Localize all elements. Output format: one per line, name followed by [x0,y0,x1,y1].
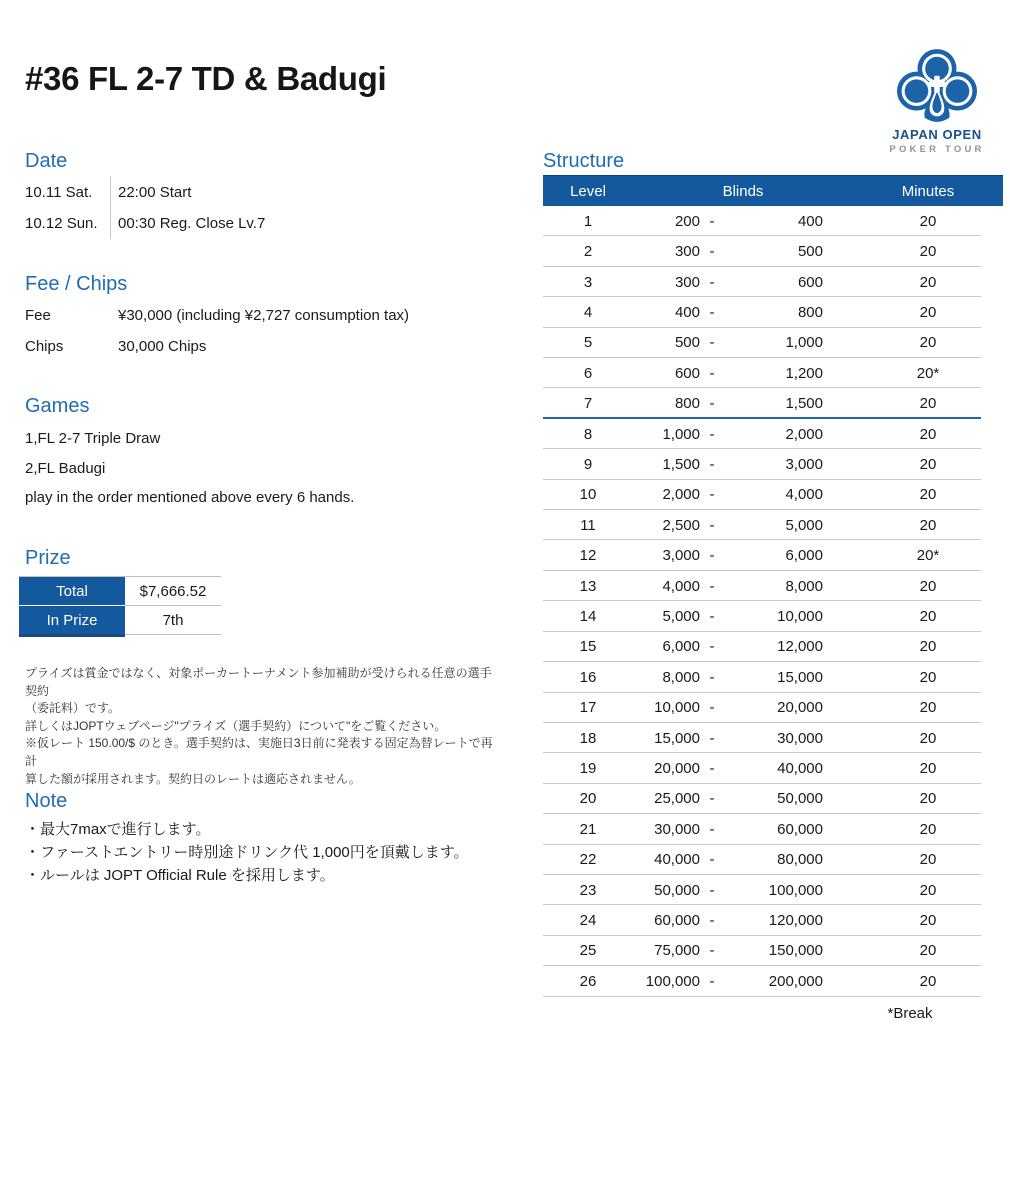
page-title: #36 FL 2-7 TD & Badugi [25,60,387,97]
date-divider [110,176,111,239]
blind-dash: - [709,364,715,382]
small-blind-cell: 6,000 [662,638,700,656]
structure-row [543,966,1003,996]
minutes-cell: 20 [919,881,937,899]
blind-dash: - [709,912,715,930]
minutes-cell: 20* [916,547,940,565]
level-cell: 20 [579,790,597,808]
logo-text-poker-tour: POKER TOUR [889,144,985,155]
prize-value: $7,666.52 [125,577,221,606]
minutes-cell: 20 [919,638,937,656]
structure-row [543,662,1003,692]
small-blind-cell: 400 [674,303,700,321]
small-blind-cell: 50,000 [654,881,700,899]
small-blind-cell: 2,000 [662,486,700,504]
level-cell: 7 [583,395,593,413]
blind-dash: - [709,729,715,747]
big-blind-cell: 80,000 [777,851,823,869]
level-cell: 6 [583,364,593,382]
minutes-cell: 20 [919,668,937,686]
small-blind-cell: 2,500 [662,516,700,534]
date-row [25,177,265,208]
big-blind-cell: 1,200 [785,364,823,382]
games-heading: Games [25,395,90,417]
note-bullet: ・最大7maxで進行します。 [25,821,211,838]
minutes-cell: 20 [919,729,937,747]
prize-heading: Prize [25,547,71,569]
big-blind-cell: 1,500 [785,395,823,413]
big-blind-cell: 5,000 [785,516,823,534]
note-heading: Note [25,790,68,812]
small-blind-cell: 5,000 [662,607,700,625]
prize-row [19,577,221,606]
small-blind-cell: 75,000 [654,942,700,960]
level-cell: 8 [583,425,593,443]
structure-row [543,480,1003,510]
big-blind-cell: 60,000 [777,820,823,838]
minutes-cell: 20 [919,334,937,352]
blind-dash: - [709,486,715,504]
big-blind-cell: 120,000 [768,912,823,930]
structure-row [543,510,1003,540]
games-list [25,424,354,513]
level-cell: 12 [579,547,597,565]
level-cell: 11 [580,516,596,534]
minutes-cell: 20 [919,577,937,595]
structure-table [543,175,1003,1031]
structure-row [543,571,1003,601]
big-blind-cell: 400 [797,212,823,230]
fee-label: Fee [25,307,51,324]
small-blind-cell: 3,000 [662,547,700,565]
big-blind-cell: 3,000 [785,455,823,473]
level-cell: 15 [579,638,597,656]
structure-row [543,540,1003,570]
level-cell: 2 [583,243,593,261]
blind-dash: - [709,820,715,838]
games-line: 1,FL 2-7 Triple Draw [25,430,161,448]
date-event: 00:30 Reg. Close Lv.7 [118,215,266,232]
minutes-cell: 20 [919,760,937,778]
big-blind-cell: 800 [797,303,823,321]
blind-dash: - [709,303,715,321]
structure-row [543,267,1003,297]
date-heading: Date [25,150,68,172]
minutes-cell: 20 [919,455,937,473]
big-blind-cell: 6,000 [785,547,823,565]
big-blind-cell: 12,000 [777,638,823,656]
jopt-logo [884,46,990,155]
fee-value: ¥30,000 (including ¥2,727 consumption tax) [118,307,410,324]
structure-row [543,601,1003,631]
structure-row [543,297,1003,327]
blind-dash: - [709,516,715,534]
column-header-minutes: Minutes [901,182,955,200]
prize-table [19,576,221,637]
minutes-cell: 20 [919,972,937,990]
small-blind-cell: 300 [674,243,700,261]
small-blind-cell: 8,000 [662,668,700,686]
date-event: 22:00 Start [118,184,192,201]
level-cell: 9 [583,455,593,473]
small-blind-cell: 300 [674,273,700,291]
big-blind-cell: 150,000 [768,942,823,960]
big-blind-cell: 8,000 [785,577,823,595]
break-footnote: *Break [887,1005,933,1023]
small-blind-cell: 30,000 [654,820,700,838]
blind-dash: - [709,425,715,443]
level-cell: 21 [579,820,597,838]
small-blind-cell: 25,000 [654,790,700,808]
logo-text-japan-open: JAPAN OPEN [892,127,982,142]
note-bullet: ・ファーストエントリー時別途ドリンク代 1,000円を頂戴します。 [25,844,469,861]
prize-label: Total [19,577,125,606]
blind-dash: - [709,212,715,230]
prize-value: 7th [125,606,221,635]
small-blind-cell: 200 [674,212,700,230]
blind-dash: - [709,881,715,899]
minutes-cell: 20 [919,303,937,321]
big-blind-cell: 500 [797,243,823,261]
fee-row [25,331,409,362]
level-cell: 14 [579,607,597,625]
date-row [25,208,265,239]
small-blind-cell: 1,000 [662,425,700,443]
blind-dash: - [709,273,715,291]
note-list [25,818,469,887]
prize-row [19,606,221,637]
level-cell: 13 [579,577,597,595]
minutes-cell: 20 [919,851,937,869]
fee-chips-heading: Fee / Chips [25,273,128,295]
minutes-cell: 20 [919,395,937,413]
blind-dash: - [709,577,715,595]
structure-row [543,328,1003,358]
structure-rows [543,206,1003,997]
structure-row [543,936,1003,966]
blind-dash: - [709,699,715,717]
minutes-cell: 20 [919,942,937,960]
small-blind-cell: 100,000 [645,972,700,990]
minutes-cell: 20 [919,790,937,808]
structure-row [543,845,1003,875]
minutes-cell: 20 [919,820,937,838]
minutes-cell: 20 [919,699,937,717]
small-blind-cell: 10,000 [654,699,700,717]
minutes-cell: 20 [919,243,937,261]
blind-dash: - [709,790,715,808]
level-cell: 18 [579,729,597,747]
structure-row [543,449,1003,479]
games-line: play in the order mentioned above every 6 hands. [25,489,355,507]
minutes-cell: 20 [919,273,937,291]
small-blind-cell: 600 [674,364,700,382]
level-cell: 1 [583,212,593,230]
level-cell: 22 [579,851,597,869]
column-header-blinds: Blinds [722,182,764,200]
blind-dash: - [709,334,715,352]
level-cell: 10 [579,486,597,504]
level-cell: 3 [583,273,593,291]
structure-table-header [543,175,1003,206]
blind-dash: - [709,668,715,686]
prize-label: In Prize [19,606,125,637]
prize-disclaimer-line: 詳しくはJOPTウェブページ"プライズ（選手契約）について"をご覧ください。 [25,718,447,733]
small-blind-cell: 40,000 [654,851,700,869]
minutes-cell: 20 [919,607,937,625]
blind-dash: - [709,455,715,473]
date-value: 10.12 Sun. [25,215,98,232]
prize-disclaimer-line: 算した額が採用されます。契約日のレートは適応されません。 [25,771,361,786]
structure-row [543,419,1003,449]
small-blind-cell: 20,000 [654,760,700,778]
structure-row [543,753,1003,783]
structure-row [543,358,1003,388]
big-blind-cell: 4,000 [785,486,823,504]
level-cell: 23 [579,881,597,899]
blind-dash: - [709,395,715,413]
level-cell: 4 [583,303,593,321]
structure-row [543,388,1003,418]
blind-dash: - [709,851,715,869]
small-blind-cell: 4,000 [662,577,700,595]
structure-footer [543,997,1003,1031]
level-cell: 17 [579,699,597,717]
structure-row [543,905,1003,935]
minutes-cell: 20* [916,364,940,382]
level-cell: 25 [579,942,597,960]
level-cell: 5 [583,334,593,352]
small-blind-cell: 15,000 [654,729,700,747]
minutes-cell: 20 [919,486,937,504]
big-blind-cell: 30,000 [777,729,823,747]
blind-dash: - [709,547,715,565]
date-table [25,177,265,239]
column-header-level: Level [570,182,606,200]
structure-row [543,632,1003,662]
minutes-cell: 20 [919,212,937,230]
big-blind-cell: 100,000 [768,881,823,899]
level-cell: 19 [579,760,597,778]
structure-row [543,784,1003,814]
structure-heading: Structure [543,150,625,172]
prize-disclaimer-line: ※仮レート 150.00/$ のとき。選手契約は、実施日3日前に発表する固定為替レートで再計 [25,736,493,768]
big-blind-cell: 1,000 [785,334,823,352]
note-bullet: ・ルールは JOPT Official Rule を採用します。 [25,867,335,884]
structure-row [543,206,1003,236]
date-value: 10.11 Sat. [25,184,93,201]
fee-label: Chips [25,338,64,355]
prize-disclaimer-line: プライズは賞金ではなく、対象ポーカートーナメント参加補助が受けられる任意の選手契約 [25,666,492,698]
structure-row [543,875,1003,905]
small-blind-cell: 1,500 [662,455,700,473]
fee-chips-table [25,300,409,362]
big-blind-cell: 40,000 [777,760,823,778]
big-blind-cell: 2,000 [785,425,823,443]
structure-row [543,693,1003,723]
level-cell: 24 [579,912,597,930]
minutes-cell: 20 [919,516,937,534]
big-blind-cell: 20,000 [777,699,823,717]
blind-dash: - [709,243,715,261]
structure-row [543,814,1003,844]
blind-dash: - [709,972,715,990]
level-cell: 26 [579,972,597,990]
structure-row [543,236,1003,266]
small-blind-cell: 60,000 [654,912,700,930]
prize-disclaimer-line: （委託料）です。 [25,701,121,716]
small-blind-cell: 800 [674,395,700,413]
blind-dash: - [709,942,715,960]
big-blind-cell: 200,000 [768,972,823,990]
small-blind-cell: 500 [674,334,700,352]
minutes-cell: 20 [919,425,937,443]
games-line: 2,FL Badugi [25,459,106,477]
fee-row [25,300,409,331]
blind-dash: - [709,760,715,778]
big-blind-cell: 600 [797,273,823,291]
fee-value: 30,000 Chips [118,338,207,355]
blind-dash: - [709,607,715,625]
minutes-cell: 20 [919,912,937,930]
blind-dash: - [709,638,715,656]
level-cell: 16 [579,668,597,686]
big-blind-cell: 10,000 [777,607,823,625]
big-blind-cell: 50,000 [777,790,823,808]
club-icon [885,46,989,126]
prize-disclaimer [25,665,497,788]
big-blind-cell: 15,000 [777,668,823,686]
structure-row [543,723,1003,753]
